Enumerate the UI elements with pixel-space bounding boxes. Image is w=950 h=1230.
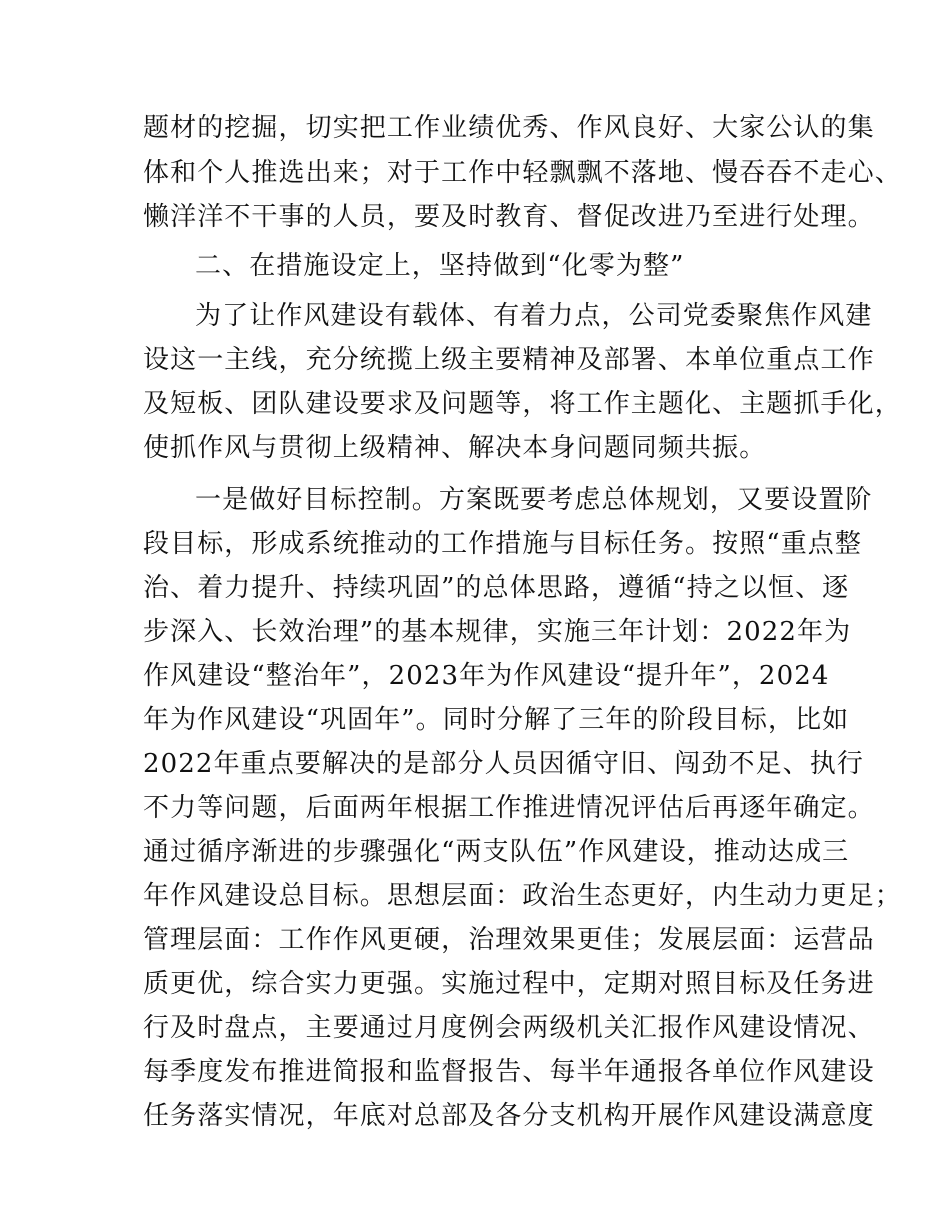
text-line: 年为作风建设“巩固年”。同时分解了三年的阶段目标，比如 [143, 705, 850, 735]
text-line: 段目标，形成系统推动的工作措施与目标任务。按照“重点整 [143, 529, 862, 559]
paragraph-first-line: 为了让作风建设有载体、有着力点，公司党委聚焦作风建 [195, 301, 873, 331]
text-line: 懒洋洋不干事的人员，要及时教育、督促改进乃至进行处理。 [143, 202, 875, 232]
text-line: 行及时盘点，主要通过月度例会两级机关汇报作风建设情况、 [143, 1013, 875, 1043]
text-line: 使抓作风与贯彻上级精神、解决本身问题同频共振。 [143, 433, 767, 463]
text-line: 体和个人推选出来；对于工作中轻飘飘不落地、慢吞吞不走心、 [143, 158, 902, 188]
text-line: 年作风建设总目标。思想层面：政治生态更好，内生动力更足； [143, 881, 902, 911]
text-line: 任务落实情况，年底对总部及各分支机构开展作风建设满意度 [143, 1101, 875, 1131]
text-line: 作风建设“整治年”，2023年为作风建设“提升年”，2024 [143, 661, 830, 691]
text-line: 每季度发布推进简报和监督报告、每半年通报各单位作风建设 [143, 1057, 875, 1087]
text-line: 质更优，综合实力更强。实施过程中，定期对照目标及任务进 [143, 969, 875, 999]
text-line: 管理层面：工作作风更硬，治理效果更佳；发展层面：运营品 [143, 925, 875, 955]
text-line: 题材的挖掘，切实把工作业绩优秀、作风良好、大家公认的集 [143, 113, 875, 143]
text-line: 设这一主线，充分统揽上级主要精神及部署、本单位重点工作 [143, 345, 875, 375]
section-heading: 二、在措施设定上，坚持做到“化零为整” [195, 251, 685, 281]
text-line: 不力等问题，后面两年根据工作推进情况评估后再逐年确定。 [143, 793, 875, 823]
text-line: 通过循序渐进的步骤强化“两支队伍”作风建设，推动达成三 [143, 837, 850, 867]
text-line: 治、着力提升、持续巩固”的总体思路，遵循“持之以恒、逐 [143, 573, 850, 603]
text-line: 2022年重点要解决的是部分人员因循守旧、闯劲不足、执行 [143, 749, 864, 779]
paragraph-first-line: 一是做好目标控制。方案既要考虑总体规划，又要设置阶 [195, 485, 873, 515]
text-line: 步深入、长效治理”的基本规律，实施三年计划：2022年为 [143, 617, 852, 647]
text-line: 及短板、团队建设要求及问题等，将工作主题化、主题抓手化， [143, 389, 902, 419]
